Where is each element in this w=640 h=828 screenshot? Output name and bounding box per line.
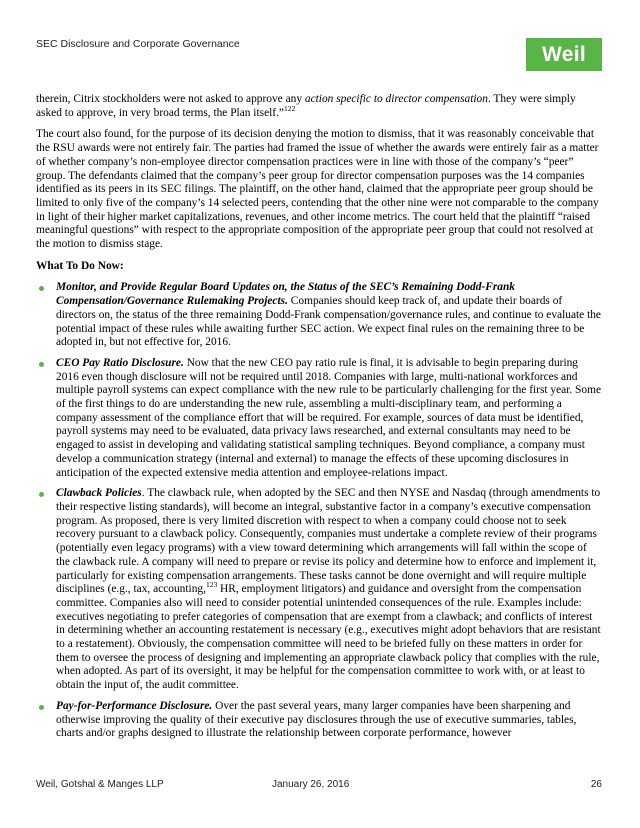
item-text: HR, employment litigators) and guidance and oversight from the compensation committee. Companies also will need to consider potential unintended consequences of the rule. Examples include: executives negotiating to prefer categories of compensation that are exempt from a clawback; and conflicts of interest in determining whether an accounting restatement is necessary (e.g., executives might adopt behaviors that are resistant to a restatement). Obviously, the compensation committee will need to be briefed fully on these matters in order for them to oversee the process of designing and implementing an appropriate clawback policy that complies with the rule, when adopted. As part of its oversight, it may be helpful for the compensation committee to work with, or at least to obtain the input of, the audit committee. — [56, 583, 601, 692]
footnote-ref[interactable]: 122 — [284, 103, 296, 113]
item-lead: Pay-for-Performance Disclosure. — [56, 699, 213, 712]
paragraph-2: The court also found, for the purpose of its decision denying the motion to dismiss, that it was reasonably conceivable that the RSU awards were not entirely fair. The parties had framed the issue of whether the awards were entirely fair as a matter of whether company’s non-employee director compensation practices were in line with those of the company’s “peer” group. The defendants claimed that the company’s peer group for director compensation purposes was the 14 companies identified as its peers in its SEC filings. The plaintiff, on the other hand, claimed that the appropriate peer group should be limited to only five of the company’s 14 selected peers, contending that the other nine were not comparable to the company in light of their higher market capitalizations, revenues, and other income metrics. The court held that the plaintiff “raised meaningful questions” with respect to the appropriate composition of the appropriate peer group that could not resolved at the motion to dismiss stage. — [36, 128, 599, 251]
emphasis-text: action specific to director compensation — [304, 93, 488, 105]
section-header: SEC Disclosure and Corporate Governance — [36, 38, 240, 50]
item-lead: Clawback Policies — [56, 487, 142, 500]
list-item — [36, 700, 602, 741]
bullet-icon — [39, 362, 44, 367]
item-lead: Monitor, and Provide Regular Board Updates on, the Status of the SEC’s Remaining Dodd-Frank Compensation/Governance Rulemaking Projects. — [56, 281, 515, 308]
weil-logo: Weil — [526, 38, 602, 71]
document-body — [36, 93, 602, 748]
list-item — [36, 487, 602, 693]
action-list — [36, 281, 602, 741]
list-item — [36, 357, 602, 480]
bullet-icon — [39, 492, 44, 497]
bullet-icon — [39, 705, 44, 710]
footnote-ref[interactable]: 123 — [205, 580, 218, 590]
item-lead: CEO Pay Ratio Disclosure. — [56, 356, 184, 369]
item-text: . The clawback rule, when adopted by the SEC and then NYSE and Nasdaq (through amendments to their respective listing standards), will become an integral, substantive factor in a company’s executive compensation program. As proposed, there is very limited discretion with respect to when a company could choose not to seek recovery pursuant to a clawback policy. Consequently, companies must undertake a complete review of their programs (potentially even legacy programs) with a view toward determining which arrangements will fall within the scope of the clawback rule. A company will need to prepare or revise its policy and determine how to enforce and implement it, particularly for existing compensation arrangements. These tasks cannot be done overnight and will require multiple disciplines (e.g., tax, accounting, — [56, 487, 601, 596]
item-text: Companies should keep track of, and update their boards of directors on, the status of the three remaining Dodd-Frank compensation/governance rules, and continue to evaluate the potential impact of these rules while awaiting further SEC action. We expect final rules on the remaining three to be adopted in, but not effective for, 2016. — [56, 295, 601, 349]
list-item — [36, 281, 602, 350]
footer-firm: Weil, Gotshal & Manges LLP — [36, 779, 164, 790]
footer-date: January 26, 2016 — [272, 779, 350, 790]
section-heading: What To Do Now: — [36, 259, 124, 272]
paragraph-1: therein, Citrix stockholders were not asked to approve any action specific to director compensation. They were simply asked to approve, in very broad terms, the Plan itself.”$^{122}$ — [36, 93, 576, 119]
item-text: Over the past several years, many larger companies have been sharpening and otherwise improving the quality of their executive pay disclosures through the use of executive summaries, tables, charts and/or graphs designed to illustrate the relationship between corporate performance, however — [56, 699, 577, 740]
bullet-icon — [39, 286, 44, 291]
item-text: Now that the new CEO pay ratio rule is final, it is advisable to begin preparing during 2016 even though disclosure will not be required until 2018. Companies with large, multi-national workforces and multiple payroll systems can expect compliance with the new rule to be particularly challenging for the first year. Some of the first things to do are understanding the new rule, assembling a multi-disciplinary team, and performing a company assessment of the compliance effort that will be required. For example, sources of data must be identified, payroll systems may need to be evaluated, data privacy laws researched, and external consultants may need to be engaged to assist in developing and validating statistical sampling techniques. Beyond compliance, a company must develop a communication strategy (internal and external) to manage the effects of these upcoming disclosures in anticipation of the expected extensive media attention and employee-relations impact. — [56, 356, 601, 479]
page-number: 26 — [590, 779, 602, 790]
